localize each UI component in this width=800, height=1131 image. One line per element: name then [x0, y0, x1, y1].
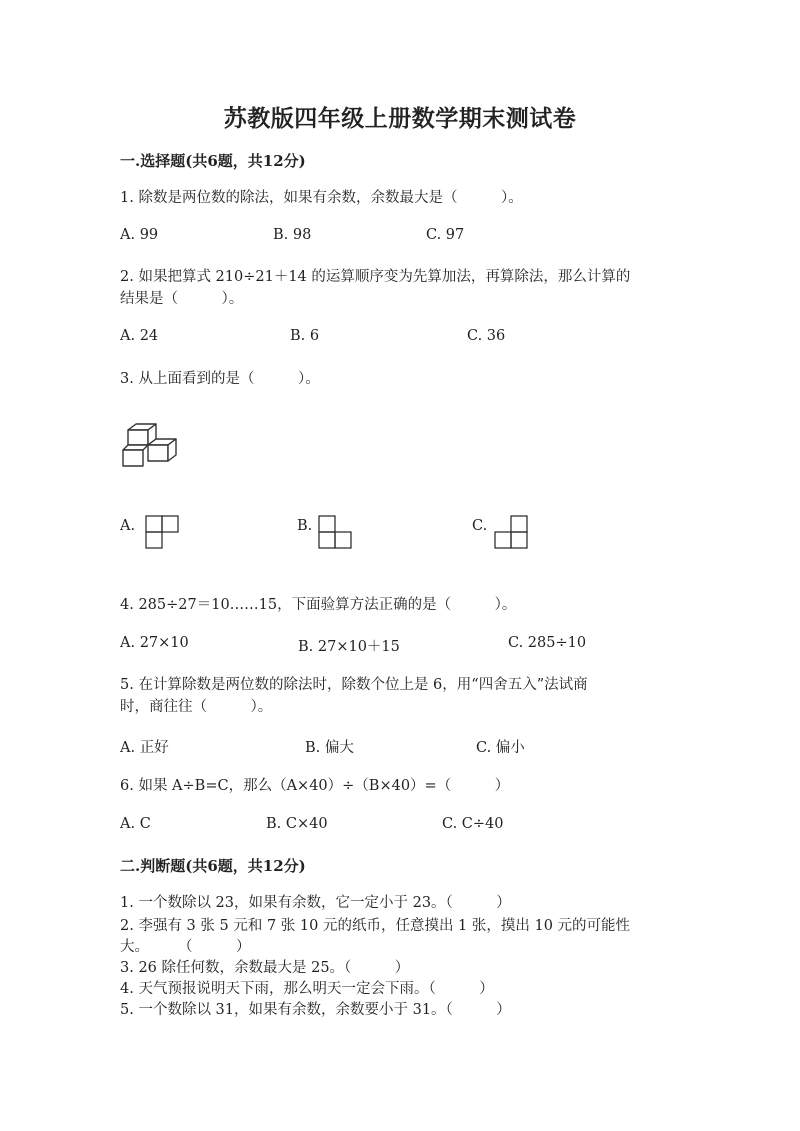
- page-title: 苏教版四年级上册数学期末测试卷: [223, 105, 577, 132]
- question-4-option-c: C. 285÷10: [508, 635, 587, 651]
- option-b-top-view-shape: [318, 515, 352, 549]
- section-heading-choice: 一.选择题(共6题，共12分): [120, 152, 306, 170]
- question-2-option-c: C. 36: [467, 328, 506, 344]
- question-6-option-b: B. C×40: [266, 816, 328, 832]
- question-1-text: 1. 除数是两位数的除法，如果有余数，余数最大是（ ）。: [120, 190, 523, 206]
- question-5-text-line1: 5. 在计算除数是两位数的除法时，除数个位上是 6，用“四舍五入”法试商: [120, 677, 588, 693]
- judgement-line-6: 5. 一个数除以 31，如果有余数，余数要小于 31。（ ）: [120, 1002, 511, 1018]
- question-5-option-c: C. 偏小: [476, 740, 525, 756]
- question-1-option-b: B. 98: [273, 227, 312, 243]
- question-1-option-c: C. 97: [426, 227, 465, 243]
- judgement-line-5: 4. 天气预报说明天下雨，那么明天一定会下雨。（ ）: [120, 981, 494, 997]
- question-6-text: 6. 如果 A÷B=C，那么（A×40）÷（B×40）=（ ）: [120, 778, 510, 794]
- judgement-line-2: 2. 李强有 3 张 5 元和 7 张 10 元的纸币，任意摸出 1 张，摸出 10 元的可能性: [120, 918, 631, 934]
- question-2-option-b: B. 6: [290, 328, 320, 344]
- judgement-line-1: 1. 一个数除以 23，如果有余数，它一定小于 23。（ ）: [120, 895, 511, 911]
- question-3-option-b: B.: [297, 518, 313, 534]
- question-2-option-a: A. 24: [120, 328, 159, 344]
- question-3-option-a: A.: [120, 518, 136, 534]
- question-3-text: 3. 从上面看到的是（ ）。: [120, 371, 320, 387]
- question-4-text: 4. 285÷27＝10……15，下面验算方法正确的是（ ）。: [120, 597, 517, 613]
- option-c-top-view-shape: [494, 515, 528, 549]
- question-5-option-a: A. 正好: [120, 740, 169, 756]
- question-2-text-line2: 结果是（ ）。: [120, 291, 244, 307]
- judgement-line-3: 大。 （ ）: [120, 939, 251, 955]
- question-6-option-a: A. C: [120, 816, 151, 832]
- question-4-option-b: B. 27×10＋15: [298, 639, 400, 655]
- question-3-option-c: C.: [472, 518, 488, 534]
- question-6-option-c: C. C÷40: [442, 816, 504, 832]
- question-1-option-a: A. 99: [120, 227, 159, 243]
- question-2-text-line1: 2. 如果把算式 210÷21＋14 的运算顺序变为先算加法，再算除法，那么计算的: [120, 269, 631, 285]
- section-heading-judgement: 二.判断题(共6题，共12分): [120, 857, 306, 875]
- option-a-top-view-shape: [145, 515, 179, 549]
- question-5-option-b: B. 偏大: [305, 740, 354, 756]
- question-5-text-line2: 时，商往往（ ）。: [120, 699, 273, 715]
- question-4-option-a: A. 27×10: [120, 635, 189, 651]
- judgement-line-4: 3. 26 除任何数，余数最大是 25。（ ）: [120, 960, 410, 976]
- cube-stack-figure: [118, 420, 182, 470]
